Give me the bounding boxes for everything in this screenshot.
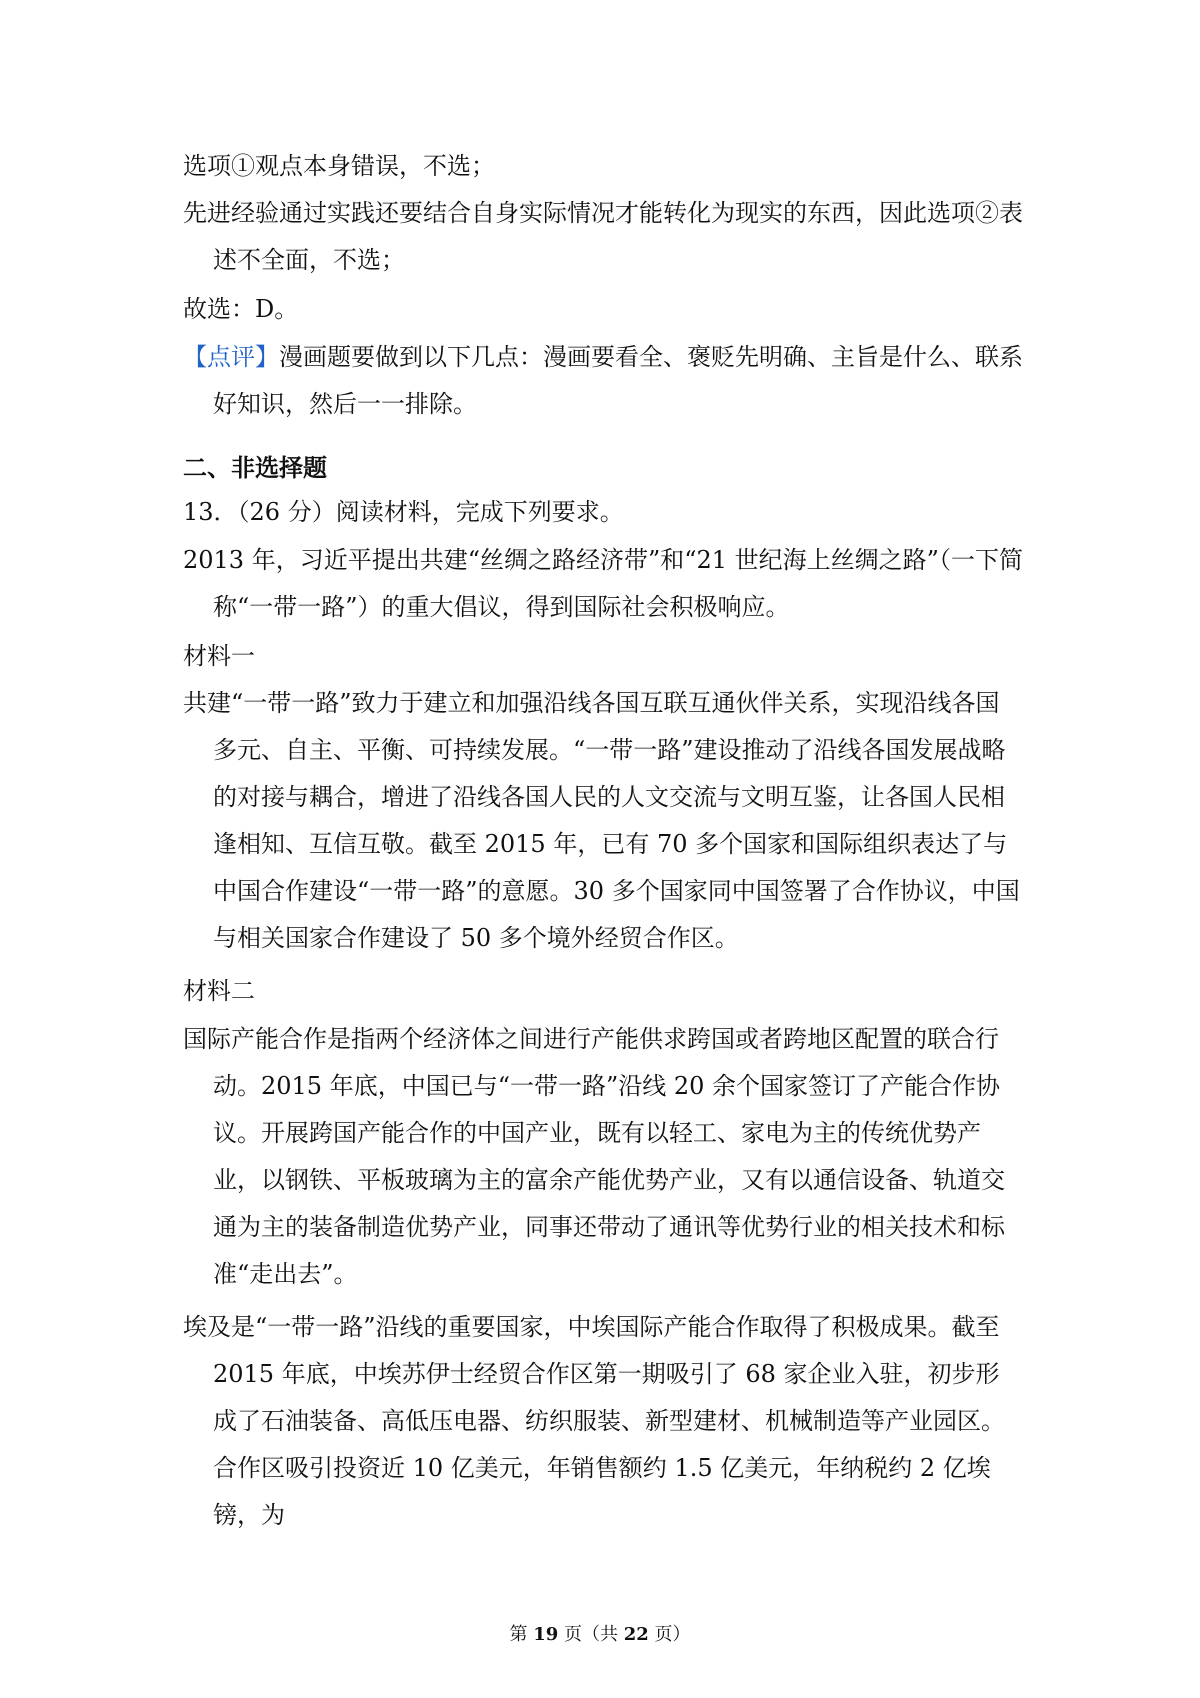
answer-paragraph-2 (183, 190, 1023, 284)
footer-suffix: 页） (654, 1624, 691, 1645)
paragraph-text: 共建“一带一路”致力于建立和加强沿线各国互联互通伙伴关系，实现沿线各国多元、自主、平衡、可持续发展。“一带一路”建设推动了沿线各国发展战略的对接与耦合，增进了沿线各国人民的人文交流与文明互鉴，让各国人民相逢相知、互信互敬。截至 2015 年，已有 70 多个国家和国际组织表达了与中国合作建设“一带一路”的意愿。30 多个国家同中国签署了合作协议，中国与相关国家合作建设了 50 多个境外经贸合作区。 (183, 689, 1020, 952)
material-2-text (183, 1016, 1023, 1298)
answer-paragraph-1 (183, 143, 1023, 190)
paragraph-text: 13．（26 分）阅读材料，完成下列要求。 (183, 498, 624, 526)
material-1-text (183, 680, 1023, 962)
review-paragraph (183, 334, 1023, 428)
material-2-label (183, 968, 1023, 1015)
page-footer (0, 1620, 1200, 1646)
section-heading: 二、非选择题 (183, 454, 327, 482)
material-2-text-continued (183, 1304, 1023, 1539)
paragraph-text: 国际产能合作是指两个经济体之间进行产能供求跨国或者跨地区配置的联合行动。2015 年底，中国已与“一带一路”沿线 20 余个国家签订了产能合作协议。开展跨国产能合作的中国产业，既有以轻工、家电为主的传统优势产业，以钢铁、平板玻璃为主的富余产能优势产业，又有以通信设备、轨道交通为主的装备制造优势产业，同事还带动了通讯等优势行业的相关技术和标准“走出去”。 (183, 1025, 1005, 1288)
paragraph-text: 选项①观点本身错误，不选； (183, 152, 495, 180)
question-stem (183, 489, 1023, 536)
footer-prefix: 第 (509, 1624, 528, 1645)
paragraph-text: 2013 年，习近平提出共建“丝绸之路经济带”和“21 世纪海上丝绸之路”（一下简称“一带一路”）的重大倡议，得到国际社会积极响应。 (183, 546, 1023, 621)
footer-middle: 页（共 (564, 1624, 618, 1645)
review-tag: 【点评】 (183, 343, 279, 371)
answer-choice (183, 286, 1023, 333)
paragraph-text: 埃及是“一带一路”沿线的重要国家，中埃国际产能合作取得了积极成果。截至 2015 年底，中埃苏伊士经贸合作区第一期吸引了 68 家企业入驻，初步形成了石油装备、高低压电器、纺织服装、新型建材、机械制造等产业园区。合作区吸引投资近 10 亿美元，年销售额约 1.5 亿美元，年纳税约 2 亿埃镑，为 (183, 1313, 1005, 1529)
paragraph-text: 先进经验通过实践还要结合自身实际情况才能转化为现实的东西，因此选项②表述不全面，不选； (183, 199, 1023, 274)
review-text: 漫画题要做到以下几点：漫画要看全、褒贬先明确、主旨是什么、联系好知识，然后一一排除。 (213, 343, 1023, 418)
paragraph-text: 材料二 (183, 977, 255, 1005)
question-intro (183, 537, 1023, 631)
current-page-number: 19 (533, 1624, 559, 1645)
paragraph-text: 故选：D。 (183, 295, 299, 323)
material-1-label (183, 633, 1023, 680)
paragraph-text: 材料一 (183, 642, 255, 670)
total-page-number: 22 (623, 1624, 649, 1645)
